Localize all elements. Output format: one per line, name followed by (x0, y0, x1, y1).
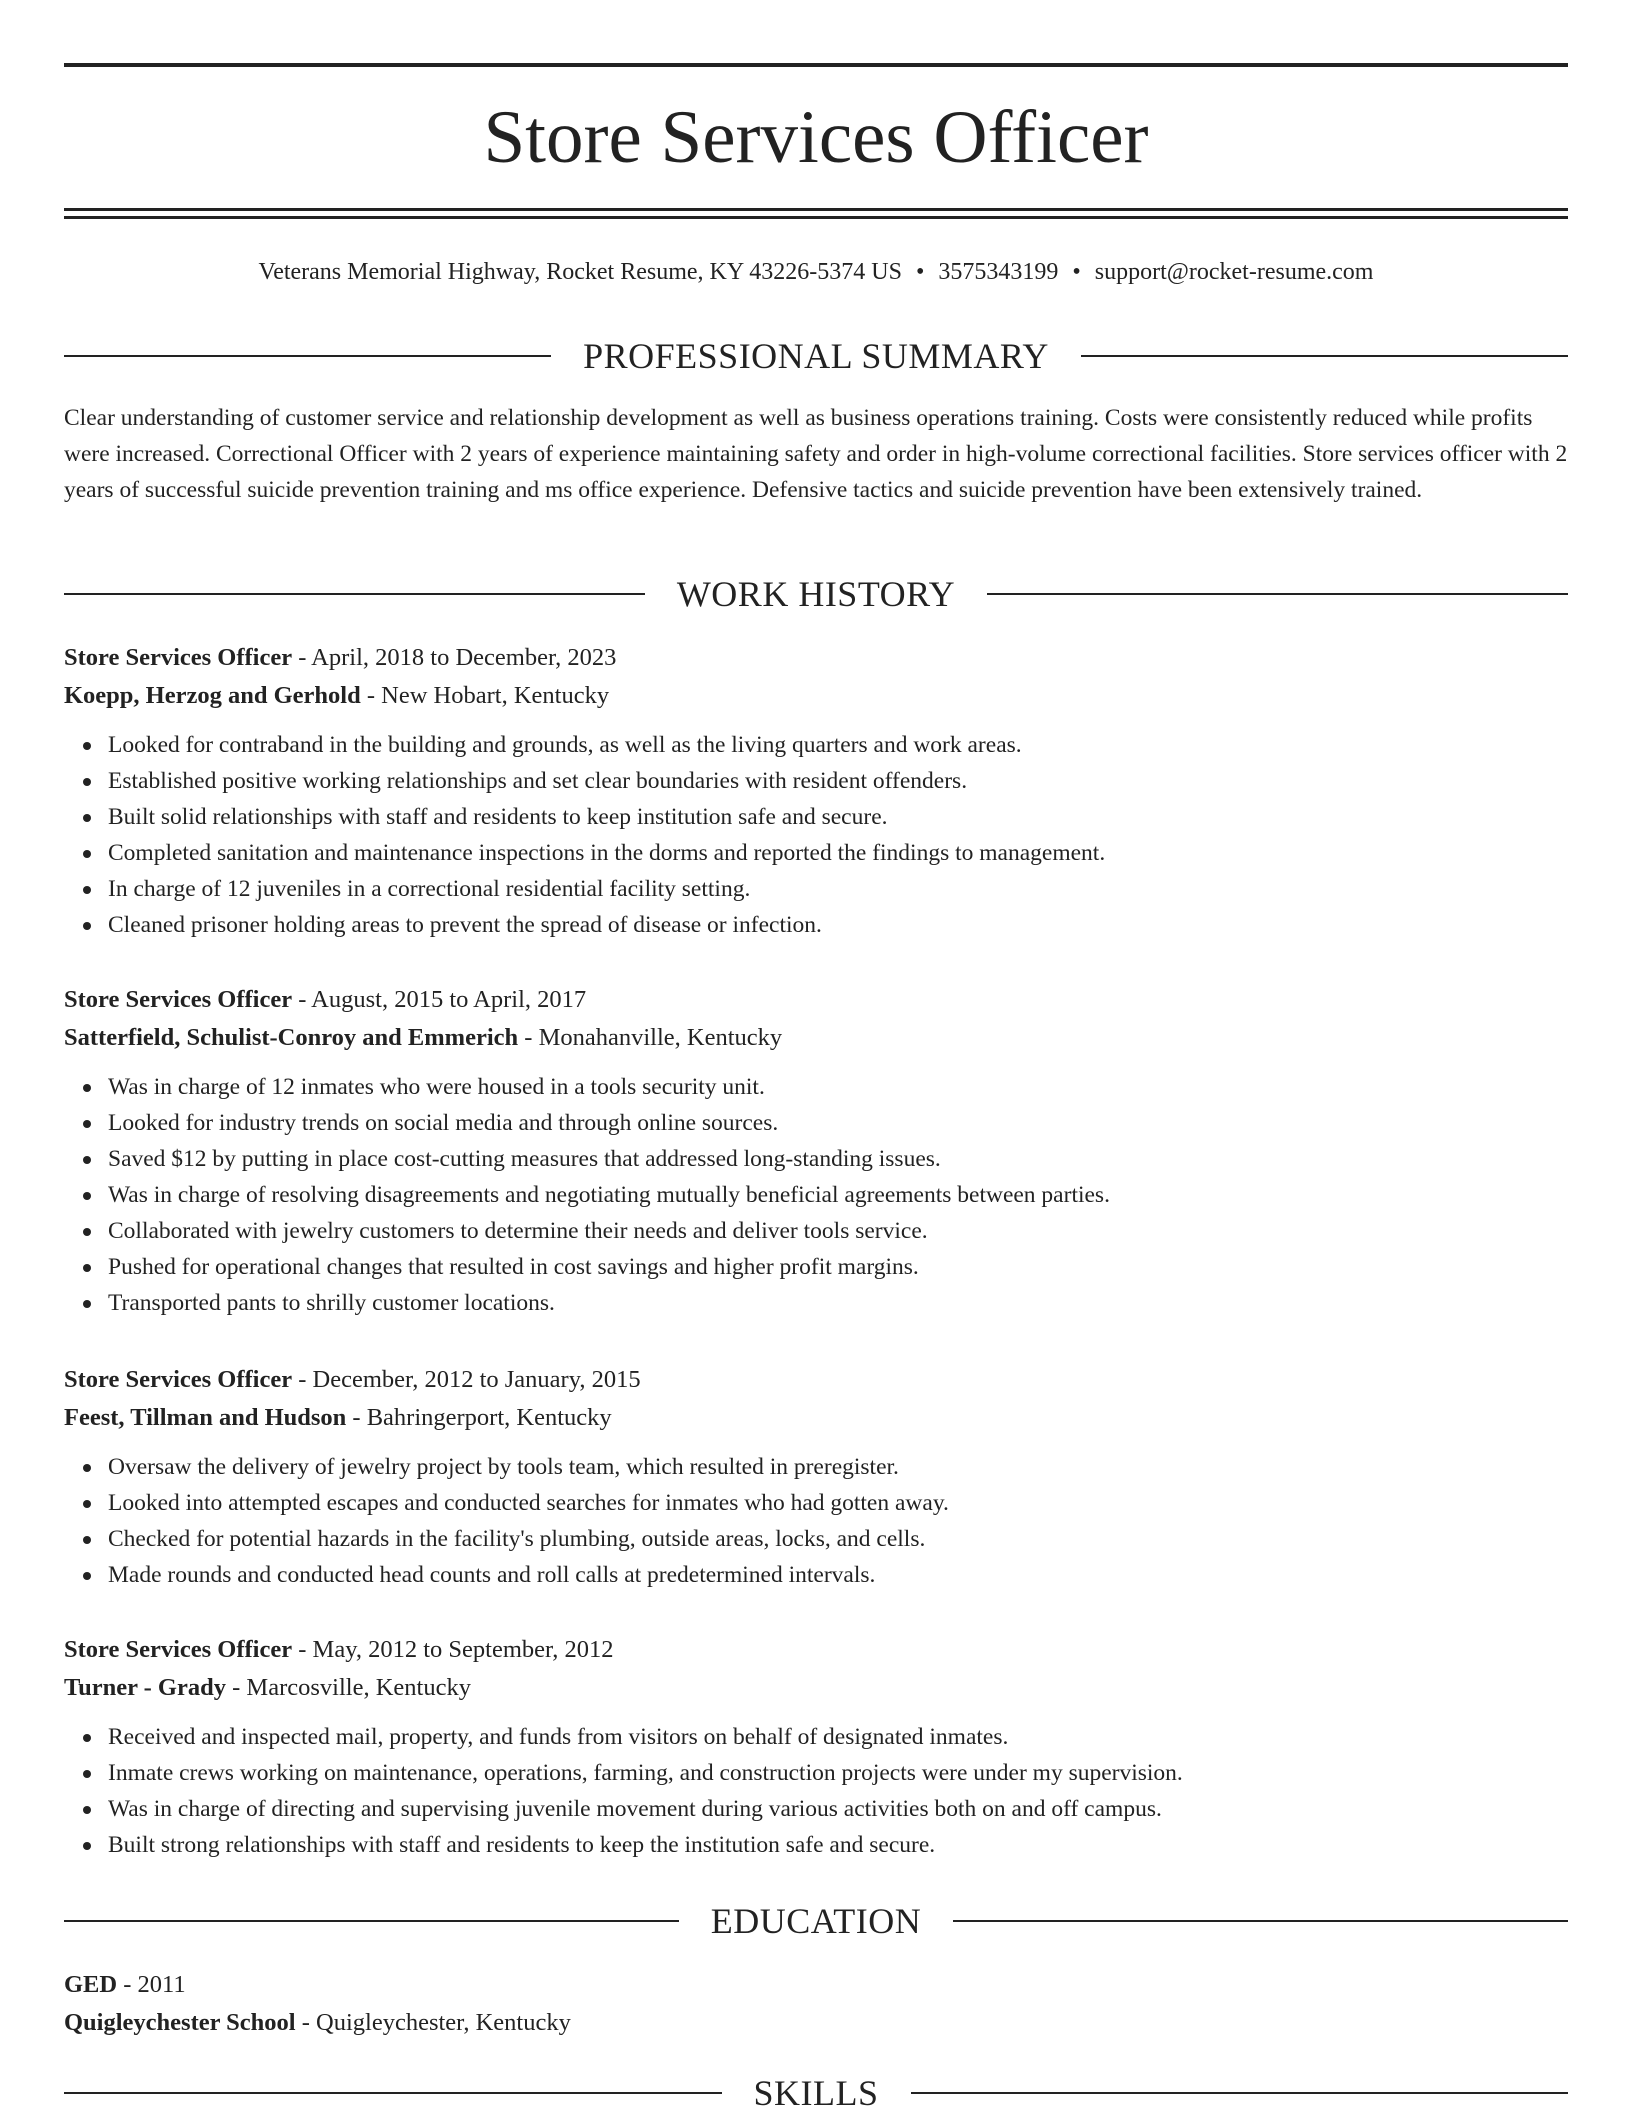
dash: - (226, 1674, 247, 1701)
dash: - (292, 1636, 313, 1663)
heading-rule-left (64, 355, 551, 357)
education-degree-line (64, 1966, 1568, 2004)
summary-text: Clear understanding of customer service and relationship development as well as business operations training. Costs were consistently reduced while profits were increased. Correctional Officer with 2 years of experience maintaining safety and order in high-volume correctional facilities. Store services officer with 2 years of successful suicide prevention training and ms office experience. Defensive tactics and suicide prevention have been extensively trained. (64, 405, 1568, 503)
list-item: Built solid relationships with staff and residents to keep institution safe and secure. (108, 799, 1568, 835)
job-dates: August, 2015 to April, 2017 (311, 986, 587, 1013)
job-location: Marcosville, Kentucky (246, 1674, 471, 1701)
job-bullets (64, 1719, 1568, 1863)
list-item: Looked into attempted escapes and conducted searches for inmates who had gotten away. (108, 1485, 1568, 1521)
job-entry (64, 639, 1568, 943)
dash: - (292, 986, 312, 1013)
list-item: Received and inspected mail, property, and funds from visitors on behalf of designated inmates. (108, 1719, 1568, 1755)
title-rule-upper (64, 208, 1568, 211)
contact-line (64, 254, 1568, 290)
heading-rule-right (953, 1920, 1568, 1922)
contact-address: Veterans Memorial Highway, Rocket Resume, KY 43226-5374 US (258, 259, 902, 285)
job-entry (64, 981, 1568, 1321)
job-title-line (64, 1361, 1568, 1399)
resume-title: Store Services Officer (483, 96, 1149, 179)
education-school: Quigleychester School (64, 2009, 296, 2036)
list-item: Pushed for operational changes that resulted in cost savings and higher profit margins. (108, 1249, 1568, 1285)
list-item: Completed sanitation and maintenance inspections in the dorms and reported the findings to management. (108, 835, 1568, 871)
section-title: WORK HISTORY (676, 574, 956, 614)
heading-rule-right (911, 2092, 1569, 2094)
heading-rule-left (64, 593, 645, 595)
list-item: Built strong relationships with staff and residents to keep the institution safe and secure. (108, 1827, 1568, 1863)
education-school-line (64, 2004, 1568, 2042)
contact-email: support@rocket-resume.com (1094, 259, 1374, 285)
job-location: Monahanville, Kentucky (538, 1024, 783, 1051)
dash: - (518, 1024, 539, 1051)
job-title: Store Services Officer (64, 986, 293, 1013)
job-dates: May, 2012 to September, 2012 (312, 1636, 614, 1663)
list-item: Checked for potential hazards in the facility's plumbing, outside areas, locks, and cells. (108, 1521, 1568, 1557)
section-heading-work (64, 572, 1568, 616)
dash: - (346, 1404, 367, 1431)
job-location: New Hobart, Kentucky (381, 682, 610, 709)
top-rule (64, 63, 1568, 67)
dash: - (295, 2009, 317, 2036)
contact-separator: • (1072, 259, 1081, 285)
heading-rule-left (64, 1920, 679, 1922)
dash: - (117, 1971, 138, 1998)
title-rule-lower (64, 216, 1568, 219)
job-dates: April, 2018 to December, 2023 (311, 644, 617, 671)
job-company: Feest, Tillman and Hudson (64, 1404, 347, 1431)
list-item: Looked for industry trends on social media and through online sources. (108, 1105, 1568, 1141)
heading-rule-left (64, 2092, 722, 2094)
job-dates: December, 2012 to January, 2015 (312, 1366, 641, 1393)
dash: - (292, 1366, 313, 1393)
job-entry (64, 1631, 1568, 1863)
job-company-line (64, 1669, 1568, 1707)
heading-rule-right (1081, 355, 1568, 357)
job-location: Bahringerport, Kentucky (366, 1404, 612, 1431)
section-heading-skills (64, 2071, 1568, 2115)
list-item: Was in charge of 12 inmates who were housed in a tools security unit. (108, 1069, 1568, 1105)
job-bullets (64, 1069, 1568, 1321)
education-year: 2011 (137, 1971, 186, 1998)
list-item: Was in charge of directing and supervising juvenile movement during various activities both on and off campus. (108, 1791, 1568, 1827)
list-item: Inmate crews working on maintenance, operations, farming, and construction projects were under my supervision. (108, 1755, 1568, 1791)
job-bullets (64, 727, 1568, 943)
job-title: Store Services Officer (64, 1636, 293, 1663)
contact-phone: 3575343199 (938, 259, 1059, 285)
heading-rule-right (987, 593, 1568, 595)
list-item: Saved $12 by putting in place cost-cutting measures that addressed long-standing issues. (108, 1141, 1568, 1177)
education-location: Quigleychester, Kentucky (316, 2009, 571, 2036)
contact-separator: • (915, 259, 925, 285)
education-degree: GED (64, 1971, 118, 1998)
job-title: Store Services Officer (64, 1366, 293, 1393)
job-company: Satterfield, Schulist-Conroy and Emmerich (64, 1024, 519, 1051)
job-title-line (64, 639, 1568, 677)
list-item: Cleaned prisoner holding areas to prevent the spread of disease or infection. (108, 907, 1568, 943)
section-heading-education (64, 1899, 1568, 1943)
list-item: Established positive working relationships and set clear boundaries with resident offenders. (108, 763, 1568, 799)
education-entry (64, 1966, 1568, 2042)
section-title: EDUCATION (710, 1901, 922, 1941)
dash: - (292, 644, 312, 671)
list-item: Oversaw the delivery of jewelry project by tools team, which resulted in preregister. (108, 1449, 1568, 1485)
list-item: Made rounds and conducted head counts and roll calls at predetermined intervals. (108, 1557, 1568, 1593)
list-item: Looked for contraband in the building and grounds, as well as the living quarters and work areas. (108, 727, 1568, 763)
list-item: Transported pants to shrilly customer locations. (108, 1285, 1568, 1321)
job-company-line (64, 1019, 1568, 1057)
job-title-line (64, 1631, 1568, 1669)
job-company: Turner - Grady (64, 1674, 226, 1701)
job-company-line (64, 677, 1568, 715)
job-company-line (64, 1399, 1568, 1437)
job-bullets (64, 1449, 1568, 1593)
section-title: SKILLS (753, 2073, 879, 2113)
section-heading-summary (64, 334, 1568, 378)
section-title: PROFESSIONAL SUMMARY (583, 336, 1049, 376)
job-entry (64, 1361, 1568, 1593)
job-company: Koepp, Herzog and Gerhold (64, 682, 361, 709)
job-title: Store Services Officer (64, 644, 293, 671)
list-item: Was in charge of resolving disagreements and negotiating mutually beneficial agreements between parties. (108, 1177, 1568, 1213)
list-item: In charge of 12 juveniles in a correctional residential facility setting. (108, 871, 1568, 907)
dash: - (360, 682, 382, 709)
job-title-line (64, 981, 1568, 1019)
list-item: Collaborated with jewelry customers to determine their needs and deliver tools service. (108, 1213, 1568, 1249)
